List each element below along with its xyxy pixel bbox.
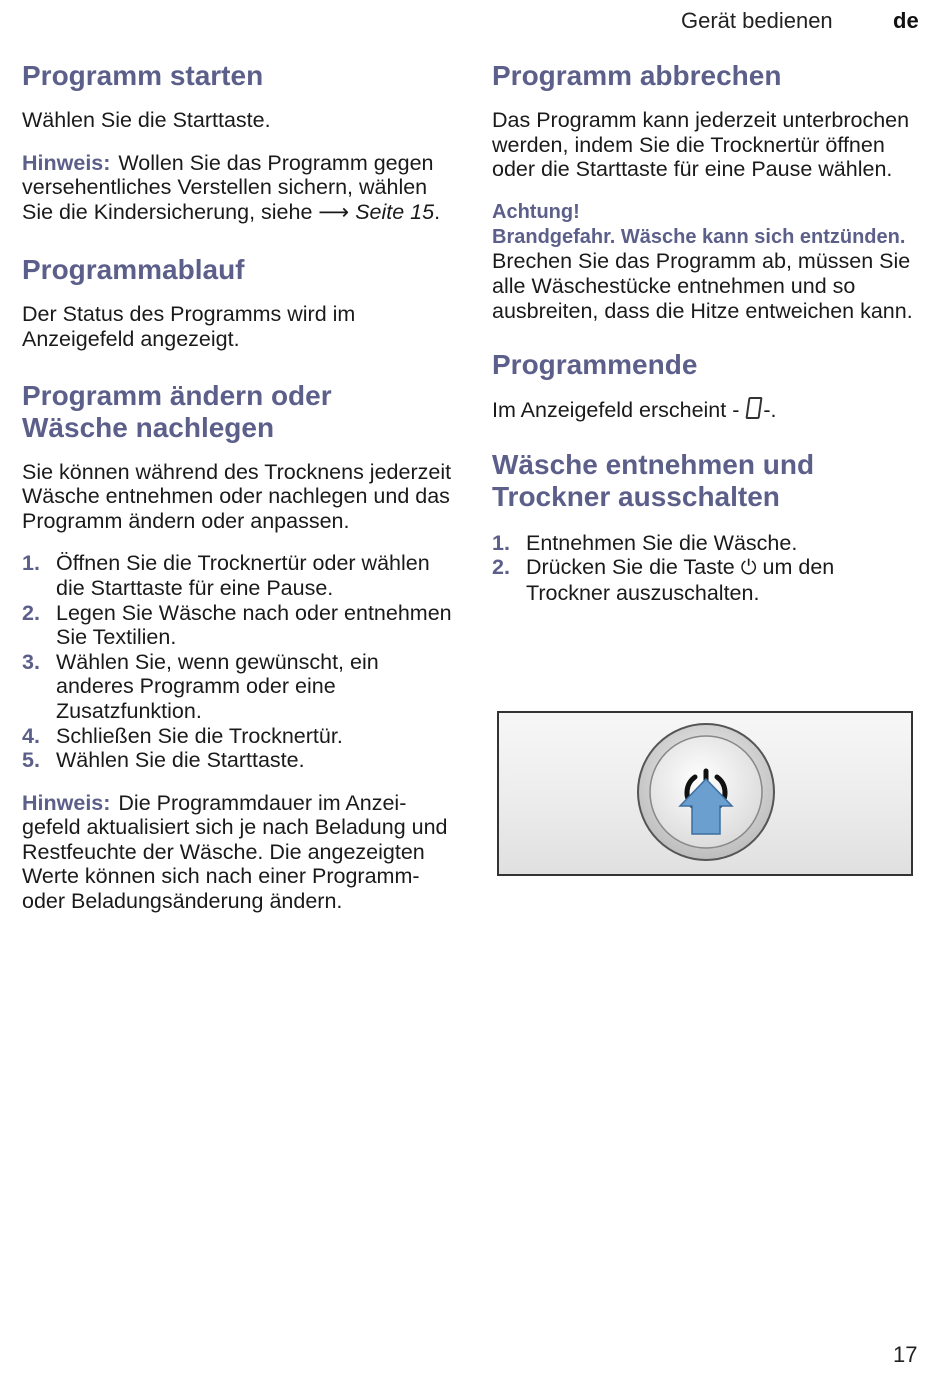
step-text: Schließen Sie die Trocknertür. [56, 723, 343, 748]
heading-programm-abbrechen: Programm abbrechen [492, 60, 782, 91]
heading-programm-aendern-1: Programm ändern oder [22, 379, 332, 411]
abbrechen-text: Das Programm kann jederzeit unterbrochen werden, indem Sie die Trocknertür öffnen oder die Starttaste für eine Pause wählen. [492, 108, 910, 182]
hint-label: Hinweis: [22, 790, 111, 815]
power-icon: ⏻ [740, 557, 757, 580]
ablauf-text: Der Status des Programms wird im Anzeigefeld angezeigt. [22, 302, 356, 351]
step-number: 1. [22, 551, 40, 576]
step-number: 4. [22, 723, 40, 748]
warning-title: Achtung! [492, 200, 580, 223]
left-column [22, 60, 454, 914]
heading-ausschalten-1: Wäsche entnehmen und [492, 448, 815, 480]
step-text: Öffnen Sie die Trocknertür oder wählen die Starttaste für eine Pause. [56, 551, 430, 600]
step-text: Legen Sie Wäsche nach oder entnehmen Sie Textilien. [56, 600, 452, 650]
page-number: 17 [893, 1342, 918, 1367]
aendern-steps [22, 551, 454, 772]
heading-programmende: Programmende [492, 349, 698, 381]
hint-label: Hinweis: [22, 150, 111, 175]
hint-text: Die Programmdauer im Anzeigefeld aktualisiert sich je nach Beladung und Restfeuchte der Wäsche. Die angezeigten Werte können sich nach einer Programm- oder Beladungsänderung ändern. [22, 790, 448, 914]
list-item [22, 748, 454, 773]
heading-programmablauf: Programmablauf [22, 254, 245, 286]
ende-text [492, 397, 920, 423]
step-text: Entnehmen Sie die Wäsche. [526, 530, 798, 555]
step-number: 2. [492, 555, 510, 580]
start-text: Wählen Sie die Starttaste. [22, 108, 271, 132]
display-zero-icon [746, 397, 763, 419]
header-language: de [893, 8, 919, 33]
warning-text: Brechen Sie das Programm ab, müssen Sie alle Wäschestücke entnehmen und so ausbreiten, dass die Hitze entweichen kann. [492, 249, 913, 323]
hint-end: . [434, 199, 441, 224]
list-item [22, 551, 454, 600]
step-text: Wählen Sie, wenn gewünscht, ein anderes Programm oder eine Zusatzfunktion. [56, 649, 379, 723]
ende-text-after: -. [763, 398, 777, 423]
step-text-before: Drücken Sie die Taste [526, 555, 741, 580]
step-number: 2. [22, 600, 40, 625]
power-button-drawing [499, 713, 911, 874]
step-number: 3. [22, 649, 40, 674]
ende-text-before: Im Anzeigefeld erscheint - [492, 398, 740, 423]
aendern-text: Sie können während des Trocknens jederzeit Wäsche entnehmen oder nachlegen und das Programm ändern oder anpassen. [22, 459, 452, 533]
heading-programm-aendern-2: Wäsche nachlegen [22, 411, 275, 443]
step-number: 5. [22, 748, 40, 773]
ausschalten-steps [492, 531, 920, 606]
page-reference-link[interactable]: Seite 15 [355, 199, 435, 224]
list-item [22, 650, 454, 724]
right-column [492, 60, 920, 606]
hint-text: Wollen Sie das Programm gegen versehentliches Verstellen sichern, wählen Sie die Kindersicherung, siehe ⟶ [22, 150, 434, 224]
heading-programm-starten: Programm starten [22, 60, 264, 91]
list-item [22, 724, 454, 749]
list-item [492, 531, 920, 556]
heading-ausschalten-2: Trockner ausschalten [492, 480, 780, 512]
start-hint [22, 151, 454, 225]
step-text: Wählen Sie die Starttaste. [56, 748, 305, 773]
header-section-title: Gerät bedienen [681, 8, 833, 33]
step-number: 1. [492, 530, 510, 555]
step-text-after: um den Trockner auszuschalten. [526, 555, 835, 605]
list-item [22, 601, 454, 650]
aendern-hint [22, 791, 454, 914]
power-button-illustration [497, 711, 913, 876]
warning-subtitle: Brandgefahr. Wäsche kann sich entzünden. [492, 225, 906, 248]
list-item [492, 555, 920, 605]
